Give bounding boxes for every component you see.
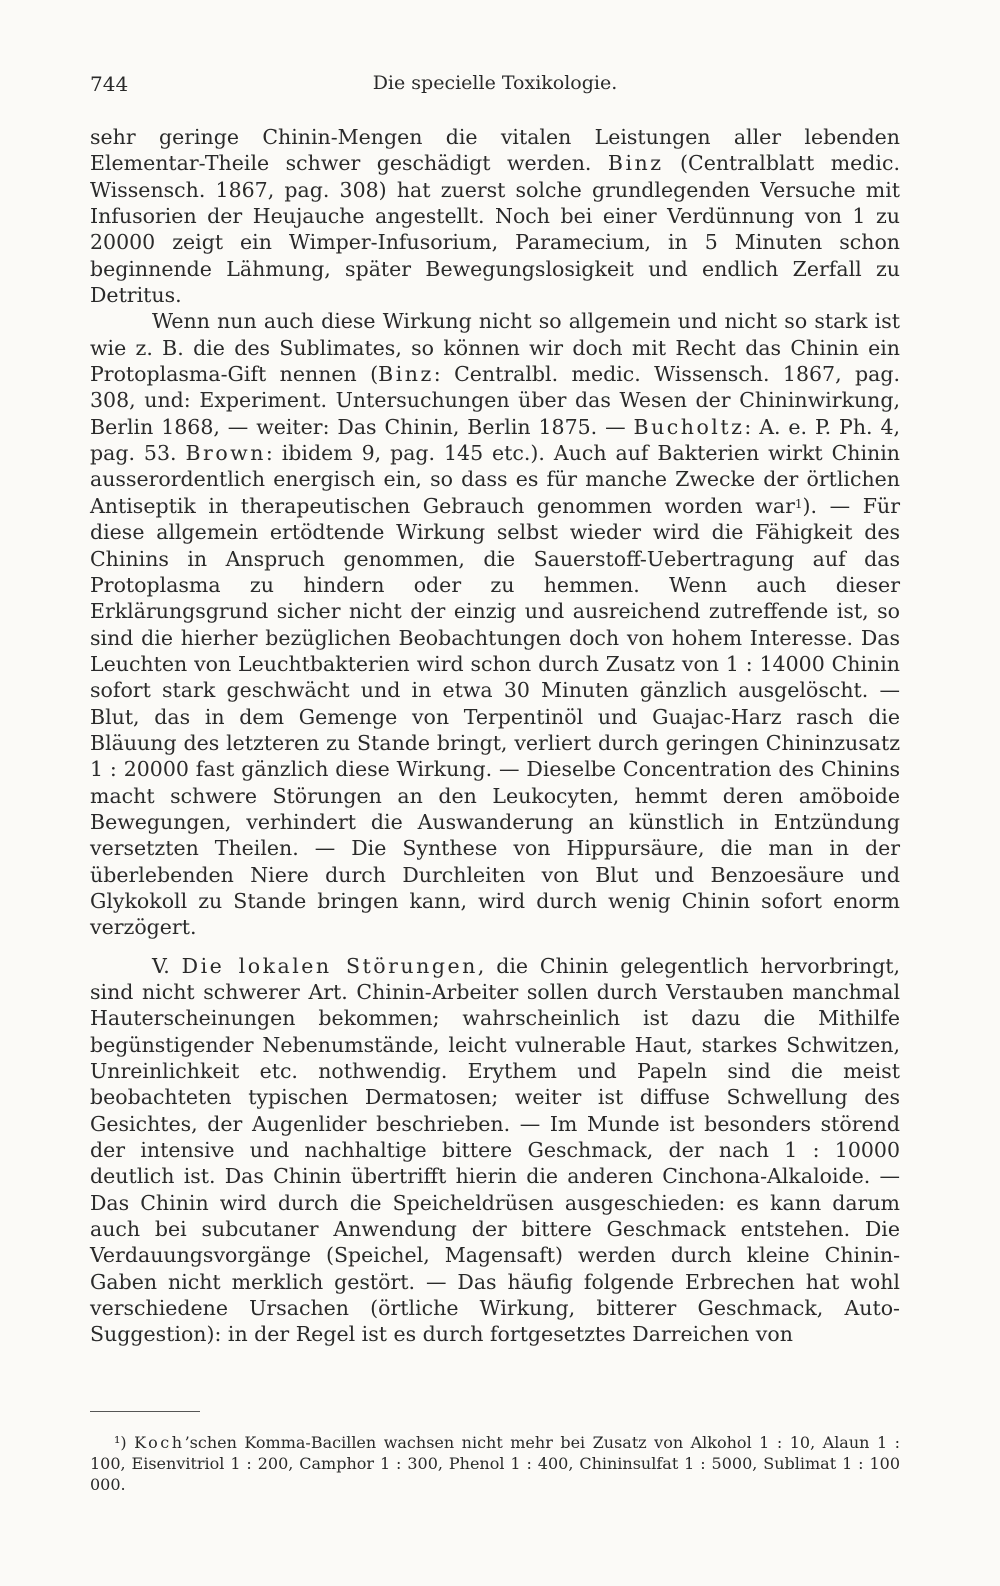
author-binz: Binz (607, 151, 664, 176)
paragraph-2-part-b: : Centralbl. medic. Wissensch. 1867, pag. 308, und: Experiment. Untersuchungen über das Wesen der Chininwirkung, Berlin 1868, — weiter: Das Chinin, Berlin 1875. — (90, 362, 900, 439)
footnote (90, 1432, 900, 1495)
paragraph-2-part-d: : ibidem 9, pag. 145 etc.). Auch auf Bakterien wirkt Chinin ausserordentlich energisch ein, so dass es für manche Zwecke der örtlichen Antiseptik in therapeutischen Gebrauch genommen worden war (90, 441, 900, 518)
paragraph-2 (90, 308, 900, 940)
paragraph-2-part-e: ). — Für diese allgemein ertödtende Wirkung selbst wieder wird die Fähigkeit des Chinins in Anspruch genommen, die Sauerstoff-Uebertragung auf das Protoplasma zu hindern oder zu hemmen. Wenn auch dieser Erklärungsgrund sicher nicht der einzig und ausreichend zutreffende ist, so sind die hierher bezüglichen Beobachtungen doch von hohem Interesse. Das Leuchten von Leuchtbakterien wird schon durch Zusatz von 1 : 14000 Chinin sofort stark geschwächt und in etwa 30 Minuten gänzlich ausgelöscht. — Blut, das in dem Gemenge von Terpentinöl und Guajac-Harz rasch die Bläuung des letzteren zu Stande bringt, verliert durch geringen Chininzusatz 1 : 20000 fast gänzlich diese Wirkung. — Dieselbe Concentration des Chinins macht schwere Störungen an den Leukocyten, hemmt deren amöboide Bewegungen, verhindert die Auswanderung an künstlich in Entzündung versetzten Theilen. — Die Synthese von Hippursäure, die man in der überlebenden Niere durch Durchleiten von Blut und Benzoesäure und Glykokoll zu Stande bringen kann, wird durch wenig Chinin sofort enorm verzögert. (90, 493, 900, 940)
body-text (90, 124, 900, 1348)
footnote-divider (90, 1411, 200, 1412)
footnote-text: ’schen Komma-Bacillen wachsen nicht mehr bei Zusatz von Alkohol 1 : 10, Alaun 1 : 100, Eisenvitriol 1 : 200, Camphor 1 : 300, Phenol 1 : 400, Chininsulfat 1 : 5000, Sublimat 1 : 100 000. (90, 1433, 900, 1494)
page-number: 744 (90, 72, 129, 96)
paragraph-1-rest: (Centralblatt medic. Wissensch. 1867, pag. 308) hat zuerst solche grundlegenden Versuche mit Infusorien der Heujauche angestellt. Noch bei einer Verdünnung von 1 zu 20000 zeigt ein Wimper-Infusorium, Paramecium, in 5 Minuten schon beginnende Lähmung, später Bewegungslosigkeit und endlich Zerfall zu Detritus. (90, 151, 900, 308)
section-heading: Die lokalen Störungen (181, 953, 478, 978)
section-number: V. (152, 953, 170, 978)
footnote-marker: ¹) (114, 1433, 127, 1452)
footnote-author-koch: Koch (134, 1433, 185, 1452)
running-title: Die specielle Toxikologie. (372, 72, 618, 94)
page-header (90, 72, 900, 102)
section-v-text: , die Chinin gelegentlich hervorbringt, sind nicht schwerer Art. Chinin-Arbeiter sollen durch Verstauben manchmal Hauterscheinungen bekommen; wahrscheinlich ist dazu die Mithilfe begünstigender Nebenumstände, leicht vulnerable Haut, starkes Schwitzen, Unreinlichkeit etc. nothwendig. Erythem und Papeln sind die meist beobachteten typischen Dermatosen; weiter ist diffuse Schwellung des Gesichtes, der Augenlider beschrieben. — Im Munde ist besonders störend der intensive und nachhaltige bittere Geschmack, der nach 1 : 10000 deutlich ist. Das Chinin übertrifft hierin die anderen Cinchona-Alkaloide. — Das Chinin wird durch die Speicheldrüsen ausgeschieden: es kann darum auch bei subcutaner Anwendung der bittere Geschmack entstehen. Die Verdauungsvorgänge (Speichel, Magensaft) werden durch kleine Chinin-Gaben nicht merklich gestört. — Das häufig folgende Erbrechen hat wohl verschiedene Ursachen (örtliche Wirkung, bitterer Geschmack, Auto-Suggestion): in der Regel ist es durch fortgesetztes Darreichen von (90, 953, 900, 1347)
author-binz-2: Binz (378, 362, 434, 387)
author-bucholtz: Bucholtz (633, 414, 745, 439)
footnote-ref[interactable]: 1 (794, 496, 803, 511)
author-brown: Brown (185, 441, 266, 466)
paragraph-2-part-a: Wenn nun auch diese Wirkung nicht so allgemein und nicht so stark ist wie z. B. die des Sublimates, so können wir doch mit Recht das Chinin ein Protoplasma-Gift nennen ( (90, 309, 900, 387)
section-v (90, 953, 900, 1348)
paragraph-1 (90, 124, 900, 308)
paragraph-1-text: sehr geringe Chinin-Mengen die vitalen Leistungen aller lebenden Elementar-Theile schwer geschädigt werden. (90, 125, 900, 176)
paragraph-2-part-c: : A. e. P. Ph. 4, pag. 53. (90, 414, 900, 466)
